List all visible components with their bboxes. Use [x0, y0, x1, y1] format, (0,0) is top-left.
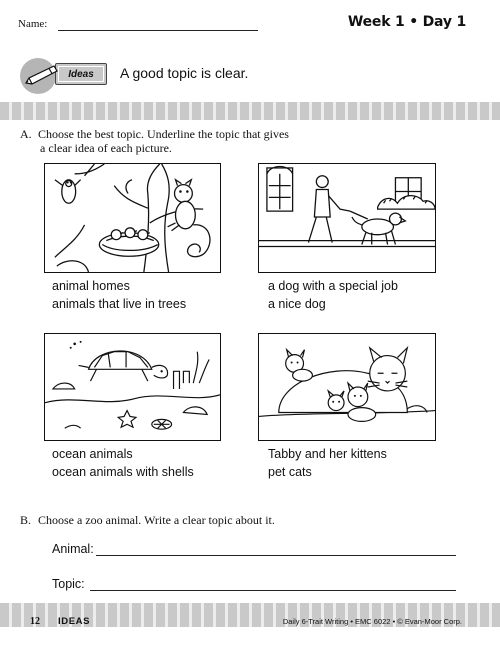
animal-line[interactable] [96, 555, 456, 556]
part-b-label: B. [20, 513, 32, 527]
animal-field[interactable] [52, 542, 456, 558]
topic-option-4a[interactable]: Tabby and her kittens [268, 447, 387, 461]
topic-option-3b[interactable]: ocean animals with shells [52, 465, 194, 479]
cat-kittens-picture [258, 333, 436, 441]
part-b-instructions [20, 513, 275, 527]
part-a-label: A. [20, 127, 32, 141]
week-day-title: Week 1 • Day 1 [347, 14, 466, 30]
name-line[interactable] [58, 30, 258, 31]
topic-option-2a[interactable]: a dog with a special job [268, 279, 398, 293]
pencil-icon [23, 63, 63, 87]
tree-animals-picture [44, 163, 221, 273]
animal-label: Animal: [52, 542, 94, 556]
topic-option-3a[interactable]: ocean animals [52, 447, 133, 461]
topic-option-1b[interactable]: animals that live in trees [52, 297, 187, 311]
topic-label: Topic: [52, 577, 85, 591]
ocean-animals-picture [44, 333, 221, 441]
part-a-line-1: Choose the best topic. Underline the topic that gives [38, 127, 289, 141]
page-number: 12 [30, 616, 40, 627]
top-divider-stripe [0, 102, 500, 120]
topic-line[interactable] [90, 590, 456, 591]
topic-option-1a[interactable]: animal homes [52, 279, 130, 293]
footer-section: IDEAS [58, 616, 91, 627]
dog-walking-picture [258, 163, 436, 273]
part-a-line-2: a clear idea of each picture. [40, 141, 172, 155]
trait-tag-label: Ideas [58, 66, 104, 82]
name-label: Name: [18, 18, 48, 30]
topic-field[interactable] [52, 577, 456, 593]
footer-credit: Daily 6-Trait Writing • EMC 6022 • © Evan-Moor Corp. [282, 617, 462, 626]
name-field[interactable] [18, 18, 258, 34]
part-b-text: Choose a zoo animal. Write a clear topic about it. [38, 513, 275, 527]
topic-option-4b[interactable]: pet cats [268, 465, 312, 479]
part-a-instructions [20, 127, 440, 155]
footer [0, 616, 500, 630]
lesson-subtitle: A good topic is clear. [120, 65, 249, 81]
topic-option-2b[interactable]: a nice dog [268, 297, 326, 311]
